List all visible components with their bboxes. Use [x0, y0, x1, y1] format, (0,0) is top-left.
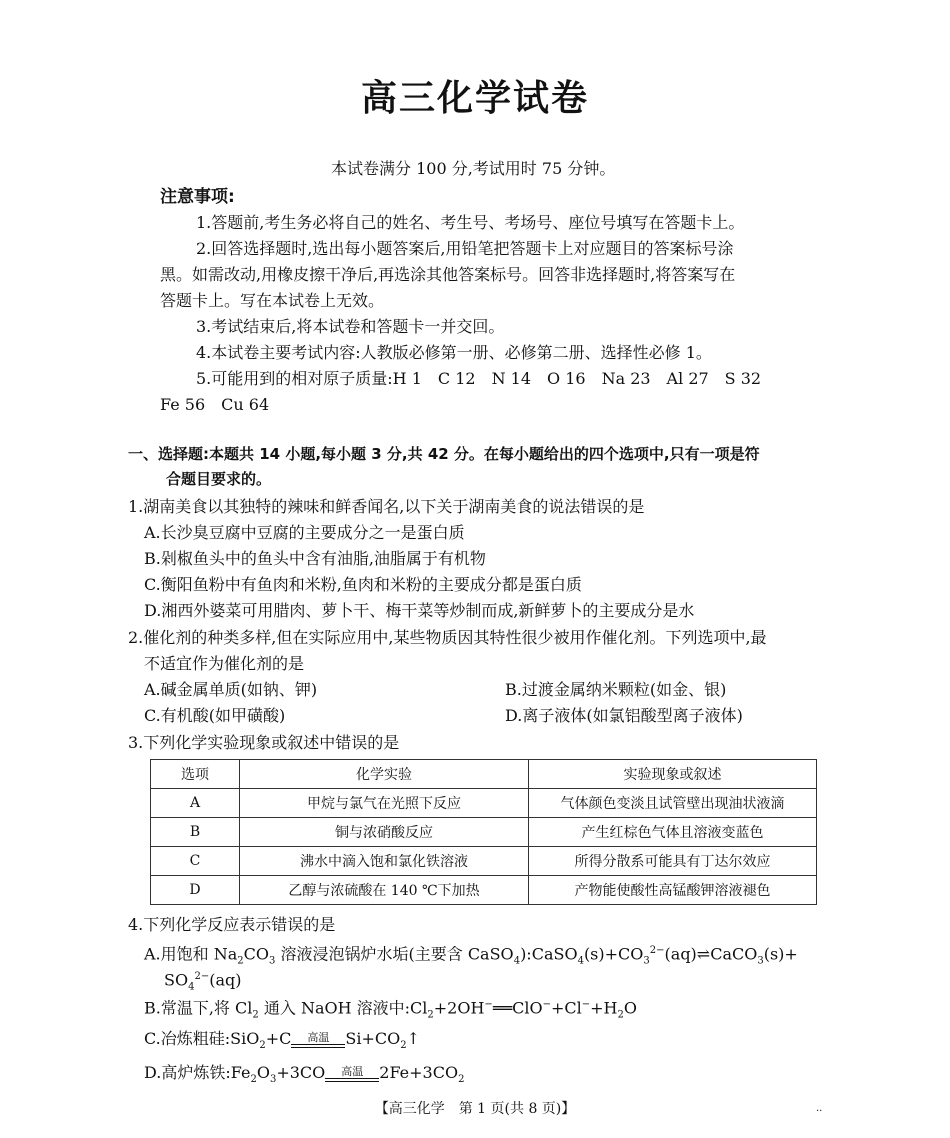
q1-stem: 1.湖南美食以其独特的辣味和鲜香闻名,以下关于湖南美食的说法错误的是 [128, 497, 645, 516]
exam-intro: 本试卷满分 100 分,考试用时 75 分钟。 [331, 159, 616, 178]
q2-stem-cont: 不适宜作为催化剂的是 [144, 654, 305, 673]
table-cell: 乙醇与浓硫酸在 140 ℃下加热 [240, 876, 529, 905]
q2-option-b: B.过渡金属纳米颗粒(如金、银) [505, 680, 727, 699]
q4-option-a-mid: 溶液浸泡锅炉水垢(主要含 CaSO [280, 944, 514, 964]
q2-option-c: C.有机酸(如甲磺酸) [144, 706, 286, 725]
column-header: 选项 [151, 760, 240, 789]
page-title: 高三化学试卷 [360, 78, 589, 119]
table-cell: 所得分散系可能具有丁达尔效应 [529, 847, 817, 876]
table-cell: 气体颜色变淡且试管壁出现油状液滴 [529, 789, 817, 818]
notice-item: 2.回答选择题时,选出每小题答案后,用铅笔把答题卡上对应题目的答案标号涂 [196, 239, 734, 258]
table-cell: 甲烷与氯气在光照下反应 [240, 789, 529, 818]
notice-item: Fe 56 Cu 64 [160, 395, 270, 414]
corner-mark: ·· [816, 1106, 823, 1117]
q1-option-a: A.长沙臭豆腐中豆腐的主要成分之一是蛋白质 [144, 523, 465, 542]
table-cell: 产物能使酸性高锰酸钾溶液褪色 [529, 876, 817, 905]
q4-option-c-text: C.冶炼粗硅:SiO [144, 1029, 260, 1048]
table-cell: B [151, 818, 240, 847]
notice-item: 5.可能用到的相对原子质量:H 1 C 12 N 14 O 16 Na 23 Al 27 S 32 [196, 369, 762, 388]
table-cell: 沸水中滴入饱和氯化铁溶液 [240, 847, 529, 876]
q4-option-a: A.用饱和 $Na_2CO_3$ 溶液浸泡锅炉水垢(主要含 $CaSO_4):CaSO_4(s)+CO_3^{2-}(aq)\rightleftharpoons CaCO_3(s)+$ [144, 944, 798, 967]
section-heading-cont: 合题目要求的。 [166, 470, 272, 488]
notice-item: 4.本试卷主要考试内容:人教版必修第一册、必修第二册、选择性必修 1。 [196, 343, 712, 362]
notice-item: 3.考试结束后,将本试卷和答题卡一并交回。 [196, 317, 505, 336]
q4-option-a-prefix: A.用饱和 Na [144, 944, 238, 964]
q3-table [150, 759, 817, 905]
table-cell: 铜与浓硝酸反应 [240, 818, 529, 847]
table-cell: A [151, 789, 240, 818]
table-row [151, 818, 817, 847]
q4-option-d: D.高炉炼铁$:Fe_2O_3+3CO$ 高温 $2Fe+3CO_2$ [144, 1063, 465, 1086]
column-header: 实验现象或叙述 [529, 760, 817, 789]
section-heading: 一、选择题:本题共 14 小题,每小题 3 分,共 42 分。在每小题给出的四个选项中,只有一项是符 [128, 445, 760, 463]
table-cell: 产生红棕色气体且溶液变蓝色 [529, 818, 817, 847]
column-header: 化学实验 [240, 760, 529, 789]
q4-stem: 4.下列化学反应表示错误的是 [128, 915, 336, 934]
reaction-condition: 高温 [291, 1032, 345, 1048]
table-row [151, 876, 817, 905]
reaction-condition: 高温 [325, 1066, 379, 1082]
q4-option-c: C.冶炼粗硅:SiO$_2$+C 高温 $Si+CO_2↑$ [144, 1029, 421, 1052]
table-row [151, 789, 817, 818]
notice-item: 1.答题前,考生务必将自己的姓名、考生号、考场号、座位号填写在答题卡上。 [196, 213, 745, 232]
q2-option-a: A.碱金属单质(如钠、钾) [144, 680, 318, 699]
q4-option-d-text: D.高炉炼铁:Fe [144, 1063, 251, 1082]
q4-option-b: B.常温下,将 $Cl_2$ 通入 NaOH 溶液中$:Cl_2+2OH^-══ClO^-+Cl^-+H_2O$ [144, 998, 637, 1021]
q4-option-a-cont: $SO_4^{2-}(aq)$ [164, 970, 242, 993]
q1-option-c: C.衡阳鱼粉中有鱼肉和米粉,鱼肉和米粉的主要成分都是蛋白质 [144, 575, 582, 594]
page-footer: 【高三化学 第 1 页(共 8 页)】 [374, 1101, 576, 1117]
notice-heading: 注意事项: [160, 187, 235, 207]
notice-item: 答题卡上。写在本试卷上无效。 [160, 291, 385, 310]
table-row [151, 847, 817, 876]
q3-stem: 3.下列化学实验现象或叙述中错误的是 [128, 733, 400, 752]
q1-option-b: B.剁椒鱼头中的鱼头中含有油脂,油脂属于有机物 [144, 549, 486, 568]
table-header-row [151, 760, 817, 789]
notice-item: 黑。如需改动,用橡皮擦干净后,再选涂其他答案标号。回答非选择题时,将答案写在 [160, 265, 736, 284]
q1-option-d: D.湘西外婆菜可用腊肉、萝卜干、梅干菜等炒制而成,新鲜萝卜的主要成分是水 [144, 601, 695, 620]
q2-option-d: D.离子液体(如氯铝酸型离子液体) [505, 706, 743, 725]
table-cell: C [151, 847, 240, 876]
q4-option-b-text: B.常温下,将 Cl [144, 998, 253, 1018]
table-cell: D [151, 876, 240, 905]
q2-stem: 2.催化剂的种类多样,但在实际应用中,某些物质因其特性很少被用作催化剂。下列选项中,最 [128, 628, 767, 647]
